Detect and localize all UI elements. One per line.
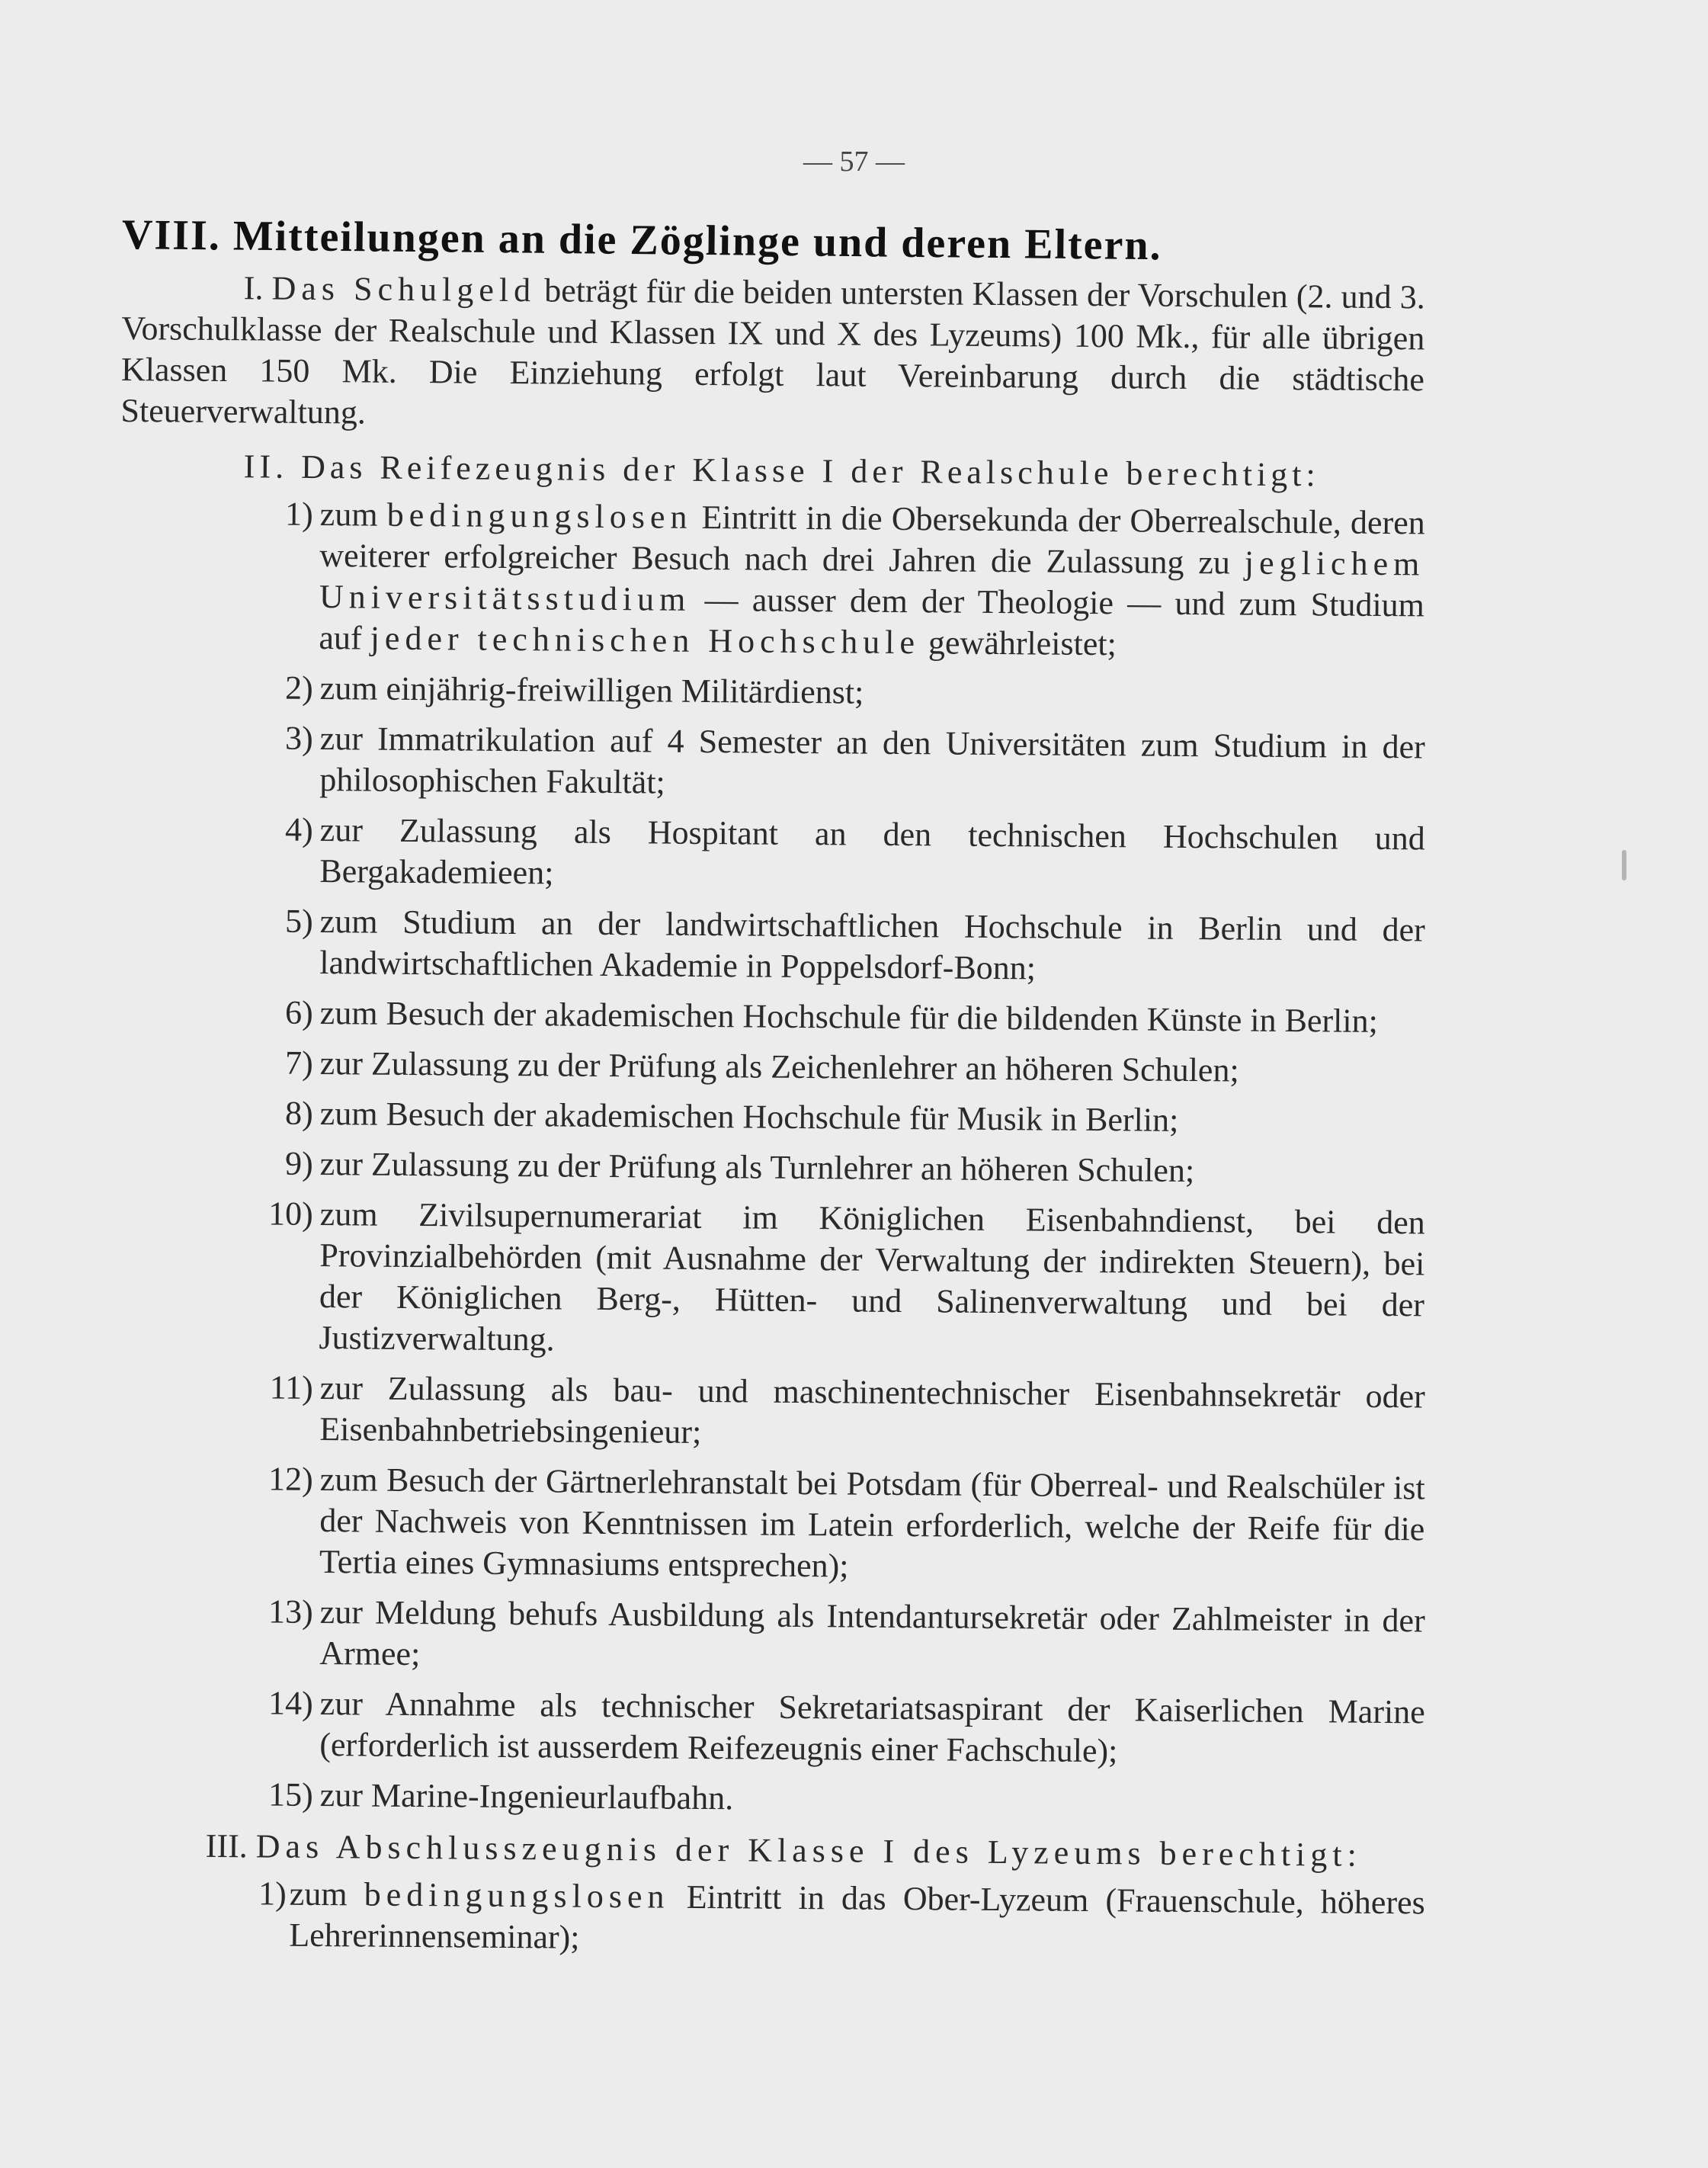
page-number: — 57 —	[803, 146, 905, 178]
list-item	[121, 1366, 1425, 1458]
item-number: 4)	[284, 810, 313, 848]
list-item	[122, 666, 1425, 717]
lead-text: II. Das Reifezeugnis der Klasse I der Realschule berechtigt:	[243, 447, 1320, 494]
list-item	[121, 1458, 1425, 1591]
list-item	[121, 1590, 1425, 1682]
entitlement-list-lyzeum	[122, 1872, 1425, 1955]
item-text: zum Zivilsupernumerariat im Königlichen Eisenbahndienst, bei den Provinzialbehörden (mit Ausnahme der Verwaltung der indirekten Steuern), bei der Königlichen Berg-, Hütten- und Salinenverwaltung und bei der Justizverwaltung.	[319, 1195, 1425, 1358]
item-number: 1)	[284, 495, 313, 533]
item-text: zur Zulassung zu der Prüfung als Turnlehrer an höheren Schulen;	[319, 1145, 1195, 1190]
item-text: zur Zulassung als bau- und maschinentechnischer Eisenbahnsekretär oder Eisenbahnbetriebsingenieur;	[319, 1369, 1425, 1451]
item-number: 13)	[268, 1592, 313, 1631]
item-number: 6)	[284, 993, 313, 1031]
item-text: zum Besuch der Gärtnerlehranstalt bei Potsdam (für Oberreal- und Realschüler ist der Nachweis von Kenntnissen im Latein erforderlich, welche der Reife für die Tertia eines Gymnasiums entsprechen);	[319, 1461, 1425, 1585]
item-number: 14)	[268, 1684, 313, 1722]
reifezeugnis-lead	[122, 445, 1425, 496]
list-item	[122, 1092, 1425, 1143]
list-item	[122, 991, 1425, 1042]
item-number: 3)	[284, 719, 313, 757]
section-reifezeugnis	[122, 445, 1425, 1817]
spaced-term: bedingungslosen	[364, 1875, 670, 1916]
spaced-term: jeglichem Universitätsstudium	[319, 544, 1425, 618]
spaced-term: Das Abschlusszeugnis der Klasse I des Lyzeums berechtigt:	[255, 1827, 1362, 1874]
list-item: 1) zum bedingungslosen Eintritt in die Obersekunda der Oberrealschule, deren weiterer erfolgreicher Besuch nach drei Jahren die Zulassung zu jeglichem Universitätsstudium — ausser dem der Theologie — und zum Studium auf jeder technischen Hochschule gewährleistet;	[120, 492, 1425, 667]
list-item	[122, 1142, 1425, 1193]
item-number: 8)	[284, 1094, 313, 1132]
item-text: zur Meldung behufs Ausbildung als Intendantursekretär oder Zahlmeister in der Armee;	[319, 1593, 1425, 1673]
list-item	[121, 717, 1425, 809]
item-text: zur Zulassung als Hospitant an den technischen Hochschulen und Bergakademieen;	[319, 811, 1425, 892]
entitlement-list	[122, 492, 1425, 1817]
list-item	[121, 808, 1425, 900]
item-text: zur Marine-Ingenieurlaufbahn.	[319, 1776, 734, 1817]
item-number: 12)	[268, 1460, 313, 1498]
section-heading: VIII. Mitteilungen an die Zöglinge und deren Eltern.	[121, 211, 1162, 270]
item-number: 7)	[284, 1044, 313, 1082]
item-number: 10)	[268, 1195, 313, 1233]
item-text: zum Besuch der akademischen Hochschule für Musik in Berlin;	[319, 1095, 1179, 1139]
list-item	[121, 900, 1425, 992]
paragraph-text: beträgt für die beiden untersten Klassen der Vorschulen (2. und 3. Vorschulklasse der Realschule und Klassen IX und X des Lyzeums) 100 Mk., für alle übrigen Klassen 150 Mk. Die Einziehung erfolgt laut Vereinbarung durch die städtische Steuerverwaltung.	[120, 271, 1425, 431]
spaced-term: Das Schulgeld	[271, 269, 537, 309]
item-text: zum Besuch der akademischen Hochschule für die bildenden Künste in Berlin;	[319, 994, 1378, 1040]
item-number: 15)	[268, 1775, 313, 1814]
item-text: zum einjährig-freiwilligen Militärdienst;	[319, 669, 864, 711]
item-number: 2)	[284, 669, 313, 707]
list-item	[122, 1041, 1425, 1092]
section-abschlusszeugnis	[122, 1825, 1425, 1955]
list-item	[122, 1773, 1425, 1824]
item-number: 9)	[284, 1144, 313, 1182]
paper-speck	[1622, 850, 1626, 880]
spaced-term: bedingungslosen	[386, 495, 693, 536]
abschlusszeugnis-lead	[122, 1825, 1425, 1876]
item-text: zur Zulassung zu der Prüfung als Zeichenlehrer an höheren Schulen;	[319, 1044, 1239, 1089]
section-label: III.	[205, 1826, 248, 1865]
spaced-term: jeder technischen Hochschule	[370, 619, 921, 662]
item-number: 11)	[269, 1368, 313, 1406]
paragraph-schulgeld	[120, 267, 1425, 441]
text-column	[122, 206, 1425, 1965]
item-text: zur Annahme als technischer Sekretariatsaspirant der Kaiserlichen Marine (erforderlich ist ausserdem Reifezeugnis einer Fachschule);	[319, 1685, 1425, 1770]
item-number: 5)	[284, 902, 313, 940]
item-text: zum Studium an der landwirtschaftlichen Hochschule in Berlin und der landwirtschaftlichen Akademie in Poppelsdorf-Bonn;	[319, 903, 1425, 987]
section-label: I.	[243, 269, 264, 307]
list-item	[120, 1192, 1425, 1367]
list-item	[121, 1682, 1425, 1774]
item-text: zur Immatrikulation auf 4 Semester an den Universitäten zum Studium in der philosophischen Fakultät;	[319, 720, 1425, 801]
list-item: 1) zum bedingungslosen Eintritt in das Ober-Lyzeum (Frauenschule, höheres Lehrerinnenseminar);	[121, 1872, 1425, 1964]
item-number: 1)	[258, 1875, 287, 1913]
